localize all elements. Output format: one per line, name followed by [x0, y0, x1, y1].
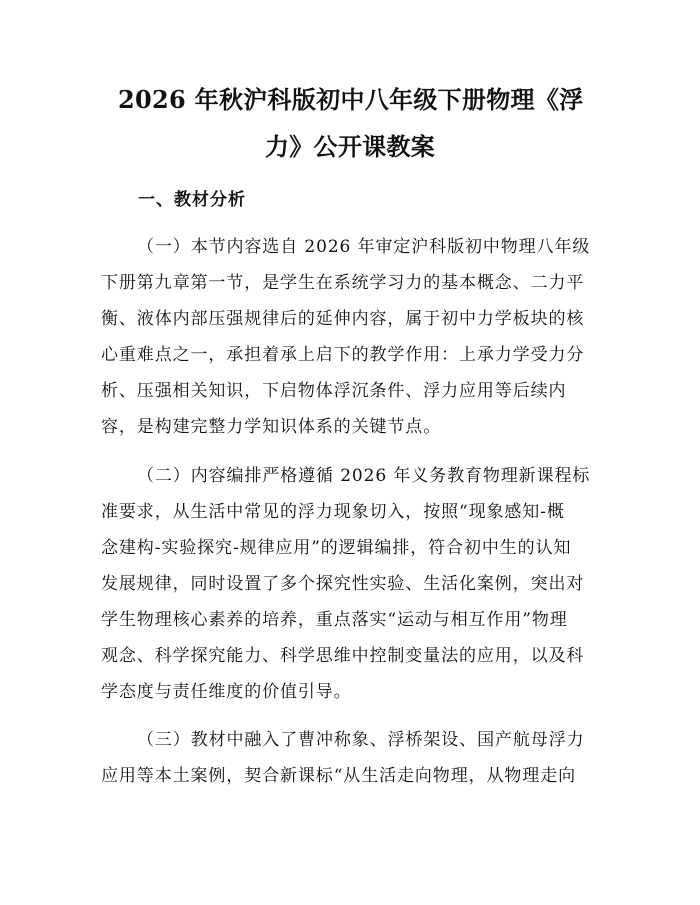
section-heading: 一、教材分析	[138, 190, 246, 210]
paragraph-line: 衡、液体内部压强规律后的延伸内容，属于初中力学板块的核	[101, 309, 585, 329]
paragraph-1	[101, 229, 601, 445]
document-title-line-1: 2026 年秋沪科版初中八年级下册物理《浮	[118, 85, 584, 114]
paragraph-line: （三）教材中融入了曹冲称象、浮桥架设、国产航母浮力	[137, 730, 585, 750]
paragraph-line: 应用等本土案例，契合新课标“从生活走向物理，从物理走向	[101, 766, 576, 786]
paragraph-line: （二）内容编排严格遵循 2026 年义务教育物理新课程标	[137, 466, 591, 486]
paragraph-line: 学态度与责任维度的价值引导。	[101, 682, 352, 702]
paragraph-line: 析、压强相关知识，下启物体浮沉条件、浮力应用等后续内	[101, 381, 567, 401]
paragraph-line: 念建构-实验探究-规律应用”的逻辑编排，符合初中生的认知	[101, 538, 572, 558]
paragraph-line: 下册第九章第一节，是学生在系统学习力的基本概念、二力平	[101, 273, 585, 293]
paragraph-line: 学生物理核心素养的培养，重点落实“运动与相互作用”物理	[101, 610, 568, 630]
paragraph-3	[101, 722, 601, 794]
document-title-line-2: 力》公开课教案	[264, 132, 436, 161]
paragraph-line: 容，是构建完整力学知识体系的关键节点。	[101, 417, 442, 437]
paragraph-line: （一）本节内容选自 2026 年审定沪科版初中物理八年级	[137, 237, 591, 257]
paragraph-2	[101, 458, 601, 710]
paragraph-line: 观念、科学探究能力、科学思维中控制变量法的应用，以及科	[101, 646, 585, 666]
paragraph-line: 发展规律，同时设置了多个探究性实验、生活化案例，突出对	[101, 574, 585, 594]
paragraph-line: 准要求，从生活中常见的浮力现象切入，按照“现象感知-概	[101, 502, 565, 522]
paragraph-line: 心重难点之一，承担着承上启下的教学作用：上承力学受力分	[101, 345, 585, 365]
